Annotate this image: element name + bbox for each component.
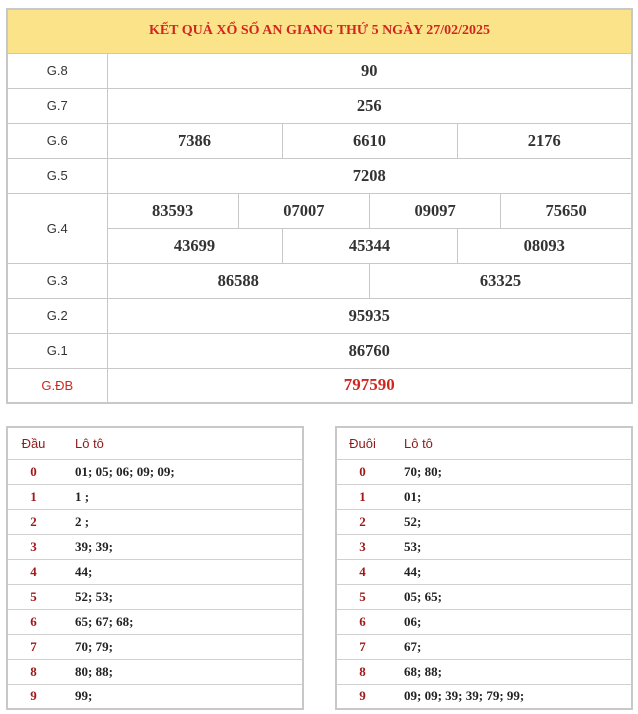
prize-number: 63325 — [370, 263, 633, 298]
loto-digit: 5 — [7, 584, 59, 609]
loto-row — [336, 534, 632, 559]
loto-values: 39; 39; — [59, 534, 303, 559]
loto-values: 44; — [388, 559, 632, 584]
loto-digit: 2 — [7, 509, 59, 534]
loto-header: Lô tô — [59, 427, 303, 459]
prize-label: G.5 — [7, 158, 107, 193]
prize-row-g3 — [7, 263, 632, 298]
loto-digit: 9 — [7, 684, 59, 709]
prize-number: 7208 — [107, 158, 632, 193]
prize-label: G.7 — [7, 88, 107, 123]
prize-number: 2176 — [457, 123, 632, 158]
loto-row — [336, 659, 632, 684]
prize-label: G.4 — [7, 193, 107, 263]
loto-values: 99; — [59, 684, 303, 709]
prize-row-g6 — [7, 123, 632, 158]
loto-values: 80; 88; — [59, 659, 303, 684]
loto-row — [336, 584, 632, 609]
prize-number: 43699 — [107, 228, 282, 263]
prize-row-g5 — [7, 158, 632, 193]
loto-row — [336, 484, 632, 509]
loto-values: 44; — [59, 559, 303, 584]
loto-values: 70; 79; — [59, 634, 303, 659]
prize-row-gdb — [7, 368, 632, 403]
loto-digit: 0 — [7, 459, 59, 484]
loto-row — [7, 584, 303, 609]
prize-number: 6610 — [282, 123, 457, 158]
prize-number: 45344 — [282, 228, 457, 263]
loto-values: 67; — [388, 634, 632, 659]
loto-digit: 9 — [336, 684, 388, 709]
loto-row — [336, 634, 632, 659]
loto-digit: 1 — [336, 484, 388, 509]
loto-values: 68; 88; — [388, 659, 632, 684]
prize-row-g4 — [7, 193, 632, 228]
duoi-loto-table — [335, 426, 633, 710]
loto-row — [7, 609, 303, 634]
loto-header: Lô tô — [388, 427, 632, 459]
special-prize-number: 797590 — [107, 368, 632, 403]
loto-digit: 5 — [336, 584, 388, 609]
prize-label: G.8 — [7, 53, 107, 88]
loto-digit: 1 — [7, 484, 59, 509]
dau-header: Đầu — [7, 427, 59, 459]
loto-values: 01; — [388, 484, 632, 509]
duoi-header: Đuôi — [336, 427, 388, 459]
loto-values: 52; 53; — [59, 584, 303, 609]
loto-row — [7, 634, 303, 659]
prize-number: 86588 — [107, 263, 370, 298]
loto-row — [7, 559, 303, 584]
prize-number: 95935 — [107, 298, 632, 333]
loto-row — [7, 659, 303, 684]
loto-row — [336, 459, 632, 484]
prize-row-g7 — [7, 88, 632, 123]
loto-values: 53; — [388, 534, 632, 559]
loto-row — [7, 459, 303, 484]
loto-values: 01; 05; 06; 09; 09; — [59, 459, 303, 484]
prize-row-g1 — [7, 333, 632, 368]
loto-row — [7, 534, 303, 559]
loto-digit: 0 — [336, 459, 388, 484]
results-table — [6, 8, 633, 404]
loto-values: 09; 09; 39; 39; 79; 99; — [388, 684, 632, 709]
loto-row — [336, 559, 632, 584]
prize-number: 75650 — [501, 193, 632, 228]
loto-values: 52; — [388, 509, 632, 534]
loto-digit: 7 — [7, 634, 59, 659]
loto-digit: 8 — [336, 659, 388, 684]
loto-digit: 4 — [7, 559, 59, 584]
loto-row — [7, 684, 303, 709]
loto-values: 2 ; — [59, 509, 303, 534]
prize-number: 90 — [107, 53, 632, 88]
loto-digit: 6 — [7, 609, 59, 634]
prize-number: 08093 — [457, 228, 632, 263]
loto-row — [7, 484, 303, 509]
prize-label-special: G.ĐB — [7, 368, 107, 403]
loto-digit: 6 — [336, 609, 388, 634]
prize-label: G.1 — [7, 333, 107, 368]
prize-number: 83593 — [107, 193, 238, 228]
prize-number: 256 — [107, 88, 632, 123]
loto-row — [336, 684, 632, 709]
loto-values: 65; 67; 68; — [59, 609, 303, 634]
loto-digit: 4 — [336, 559, 388, 584]
prize-number: 7386 — [107, 123, 282, 158]
loto-row — [336, 609, 632, 634]
prize-number: 86760 — [107, 333, 632, 368]
loto-row — [336, 509, 632, 534]
prize-label: G.6 — [7, 123, 107, 158]
prize-row-g8 — [7, 53, 632, 88]
loto-row — [7, 509, 303, 534]
loto-values: 70; 80; — [388, 459, 632, 484]
loto-values: 1 ; — [59, 484, 303, 509]
prize-row-g2 — [7, 298, 632, 333]
loto-digit: 3 — [336, 534, 388, 559]
loto-values: 05; 65; — [388, 584, 632, 609]
prize-label: G.2 — [7, 298, 107, 333]
loto-digit: 3 — [7, 534, 59, 559]
prize-label: G.3 — [7, 263, 107, 298]
prize-number: 09097 — [370, 193, 501, 228]
results-title: KẾT QUẢ XỔ SỐ AN GIANG THỨ 5 NGÀY 27/02/2025 — [7, 9, 632, 53]
loto-values: 06; — [388, 609, 632, 634]
dau-loto-table — [6, 426, 304, 710]
loto-digit: 2 — [336, 509, 388, 534]
loto-digit: 8 — [7, 659, 59, 684]
prize-number: 07007 — [238, 193, 369, 228]
loto-digit: 7 — [336, 634, 388, 659]
